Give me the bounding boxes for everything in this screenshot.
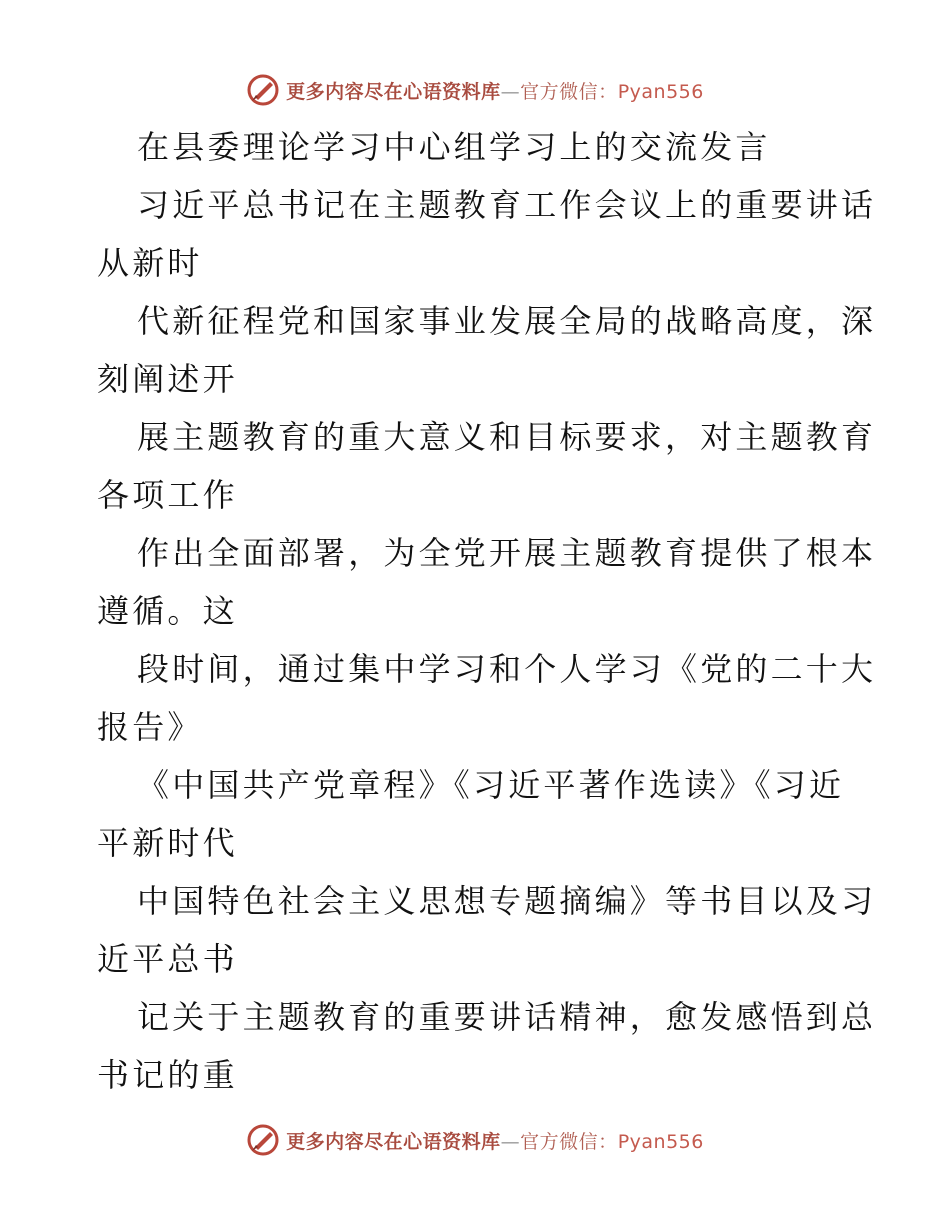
quill-logo-icon xyxy=(246,1123,280,1157)
paragraph-line: 近平总书 xyxy=(97,940,238,978)
paragraph-line: 作出全面部署，为全党开展主题教育提供了根本 xyxy=(137,534,877,572)
paragraph-line: 各项工作 xyxy=(97,476,238,514)
paragraph-line: 代新征程党和国家事业发展全局的战略高度，深 xyxy=(137,302,877,340)
paragraph-line: 刻阐述开 xyxy=(97,360,238,398)
footer-watermark-banner xyxy=(0,1118,950,1162)
banner-dash: — xyxy=(500,1130,521,1153)
paragraph-line: 从新时 xyxy=(97,244,203,282)
paragraph-line: 习近平总书记在主题教育工作会议上的重要讲话 xyxy=(137,186,877,224)
paragraph-line: 平新时代 xyxy=(97,824,238,862)
header-watermark-banner xyxy=(0,68,950,112)
paragraph-line: 遵循。这 xyxy=(97,592,238,630)
quill-logo-icon xyxy=(246,73,280,107)
paragraph-line: 书记的重 xyxy=(97,1056,238,1094)
paragraph-line: 记关于主题教育的重要讲话精神，愈发感悟到总 xyxy=(137,998,877,1036)
banner-dash: — xyxy=(500,80,521,103)
paragraph-line: 中国特色社会主义思想专题摘编》等书目以及习 xyxy=(137,882,877,920)
banner-site-name: 更多内容尽在心语资料库 xyxy=(286,1130,501,1153)
banner-site-name: 更多内容尽在心语资料库 xyxy=(286,80,501,103)
document-title: 在县委理论学习中心组学习上的交流发言 xyxy=(137,128,771,166)
paragraph-line: 《中国共产党章程》《习近平著作选读》《习近 xyxy=(137,766,845,804)
banner-wechat-id: Pyan556 xyxy=(617,1130,704,1153)
document-body xyxy=(97,118,877,1104)
banner-wechat-label: 官方微信： xyxy=(520,1130,618,1153)
paragraph-line: 展主题教育的重大意义和目标要求，对主题教育 xyxy=(137,418,877,456)
paragraph-line: 段时间，通过集中学习和个人学习《党的二十大 xyxy=(137,650,877,688)
banner-wechat-label: 官方微信： xyxy=(520,80,618,103)
banner-wechat-id: Pyan556 xyxy=(617,80,704,103)
paragraph-line: 报告》 xyxy=(97,708,203,746)
